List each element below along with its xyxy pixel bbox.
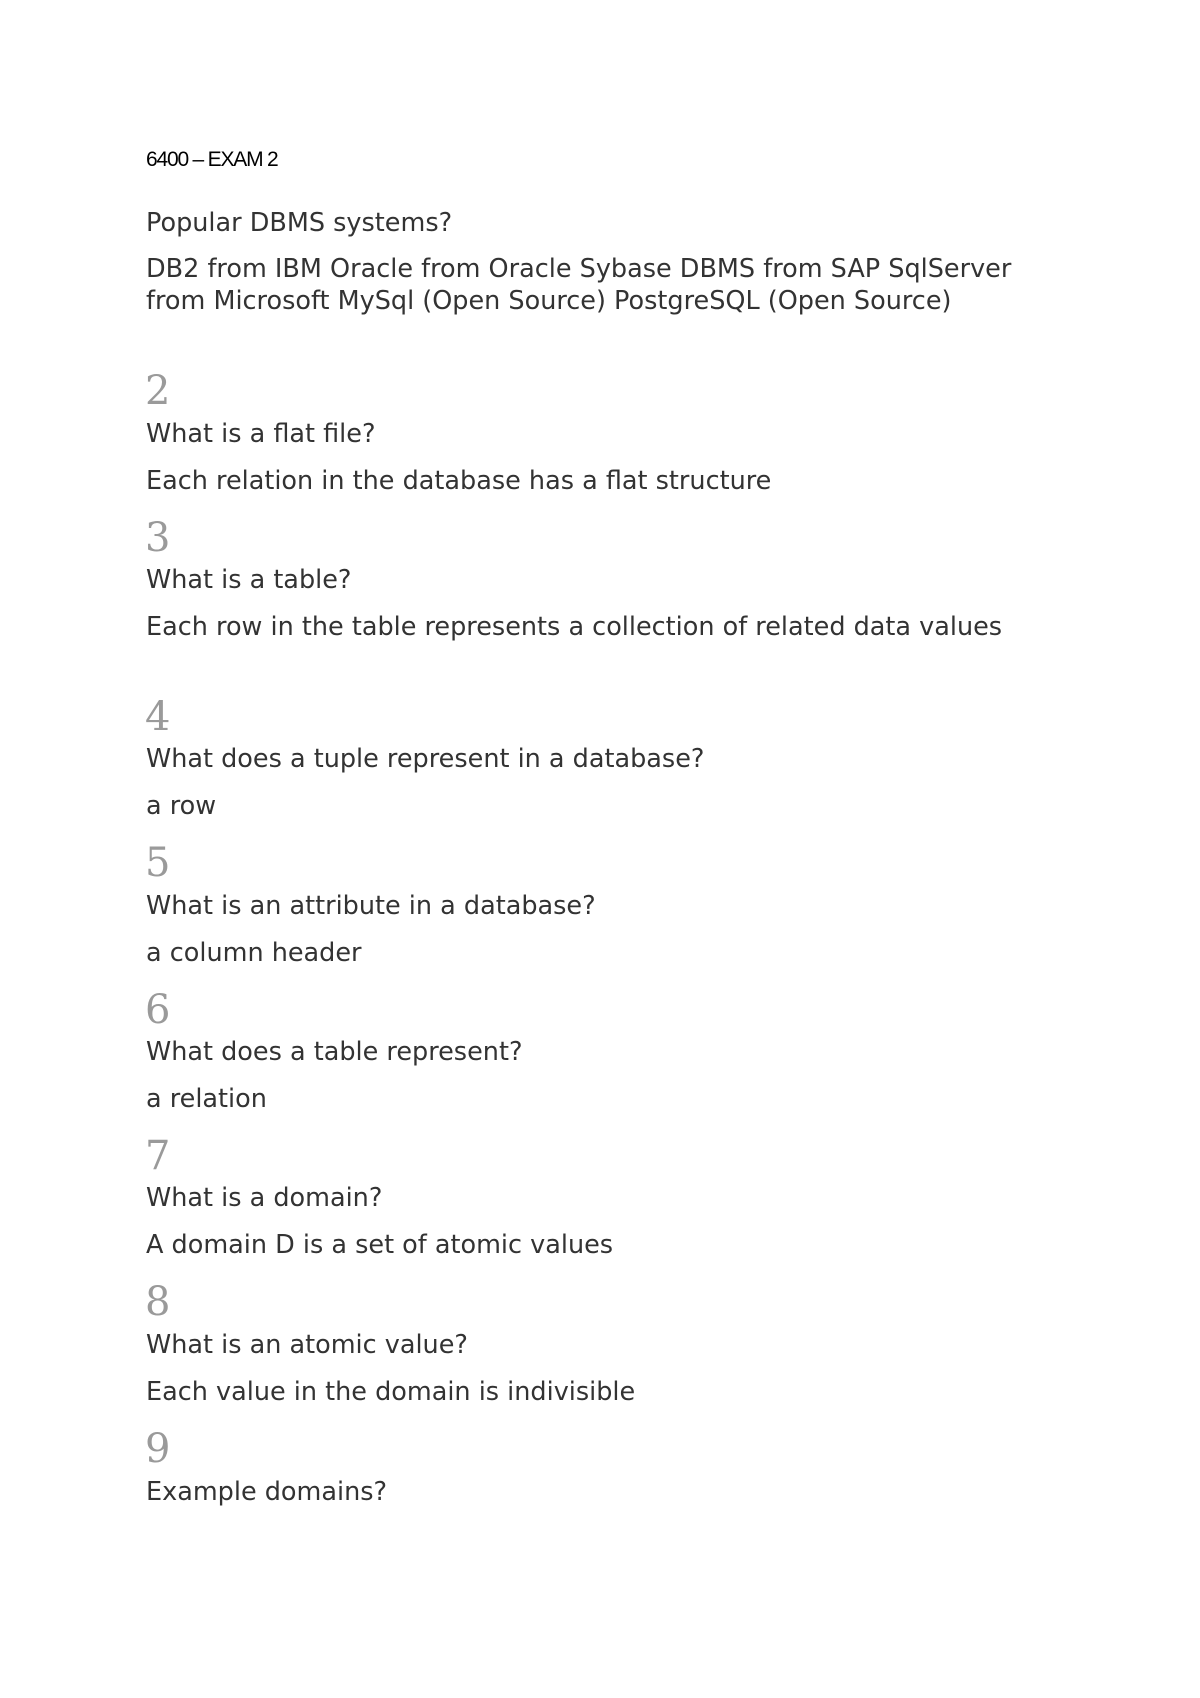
question-3: What is a table? — [146, 565, 352, 595]
document-title: 6400 – EXAM 2 — [146, 148, 278, 171]
question-number-6: 6 — [145, 987, 171, 1033]
question-5: What is an attribute in a database? — [146, 891, 596, 921]
question-number-3: 3 — [145, 515, 171, 561]
question-1: Popular DBMS systems? — [146, 208, 453, 238]
question-number-4: 4 — [145, 694, 171, 740]
answer-4: a row — [146, 791, 217, 821]
answer-1: DB2 from IBM Oracle from Oracle Sybase DBMS from SAP SqlServer from Microsoft MySql (Open Source) PostgreSQL (Open Source) — [146, 254, 1012, 316]
answer-7: A domain D is a set of atomic values — [146, 1230, 614, 1260]
question-7: What is a domain? — [146, 1183, 383, 1213]
answer-6: a relation — [146, 1084, 267, 1114]
question-6: What does a table represent? — [146, 1037, 523, 1067]
question-4: What does a tuple represent in a database? — [146, 744, 705, 774]
question-number-8: 8 — [145, 1279, 171, 1325]
answer-3: Each row in the table represents a collection of related data values — [146, 612, 1003, 642]
question-number-2: 2 — [145, 368, 171, 414]
question-number-5: 5 — [145, 840, 171, 886]
answer-5: a column header — [146, 938, 362, 968]
question-number-9: 9 — [145, 1426, 171, 1472]
answer-8: Each value in the domain is indivisible — [146, 1377, 636, 1407]
question-number-7: 7 — [145, 1133, 171, 1179]
question-2: What is a flat file? — [146, 419, 376, 449]
question-8: What is an atomic value? — [146, 1330, 468, 1360]
answer-2: Each relation in the database has a flat structure — [146, 466, 772, 496]
question-9: Example domains? — [146, 1477, 388, 1507]
